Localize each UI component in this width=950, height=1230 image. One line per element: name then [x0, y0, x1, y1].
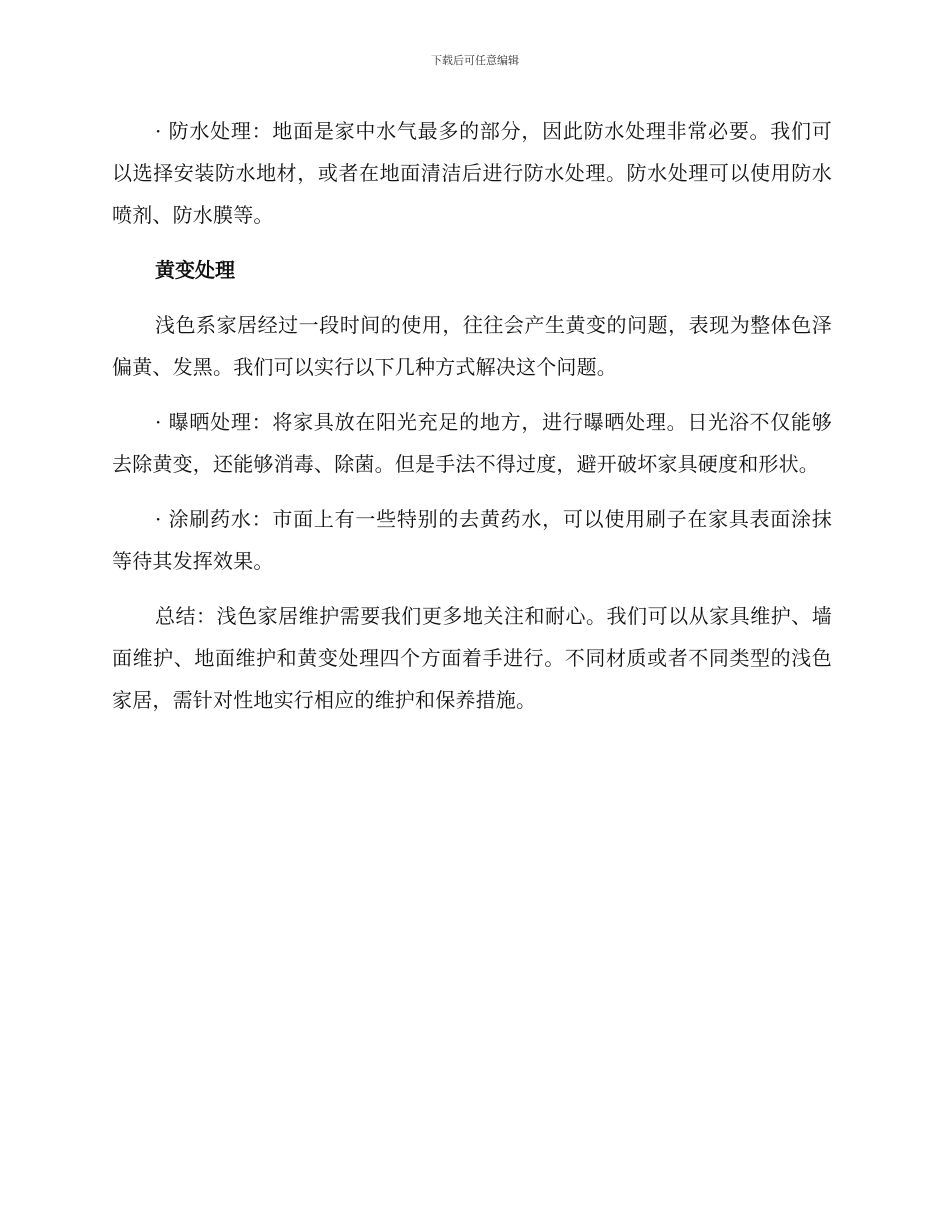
paragraph-sun-exposure: · 曝晒处理：将家具放在阳光充足的地方，进行曝晒处理。日光浴不仅能够去除黄变，还能够消毒、除菌。但是手法不得过度，避开破坏家具硬度和形状。 — [112, 410, 832, 476]
document-body — [112, 110, 832, 734]
paragraph-chemical-treatment: · 涂刷药水：市面上有一些特别的去黄药水，可以使用刷子在家具表面涂抹等待其发挥效果。 — [112, 507, 832, 573]
page-header: 下载后可任意编辑 — [431, 54, 519, 67]
paragraph-summary: 总结：浅色家居维护需要我们更多地关注和耐心。我们可以从家具维护、墙面维护、地面维护和黄变处理四个方面着手进行。不同材质或者不同类型的浅色家居，需针对性地实行相应的维护和保养措施。 — [112, 604, 832, 712]
section-heading-yellowing: 黄变处理 — [155, 258, 235, 282]
paragraph-yellowing-intro: 浅色系家居经过一段时间的使用，往往会产生黄变的问题，表现为整体色泽偏黄、发黑。我们可以实行以下几种方式解决这个问题。 — [112, 313, 832, 379]
paragraph-waterproofing: · 防水处理：地面是家中水气最多的部分，因此防水处理非常必要。我们可以选择安装防水地材，或者在地面清洁后进行防水处理。防水处理可以使用防水喷剂、防水膜等。 — [112, 119, 832, 227]
